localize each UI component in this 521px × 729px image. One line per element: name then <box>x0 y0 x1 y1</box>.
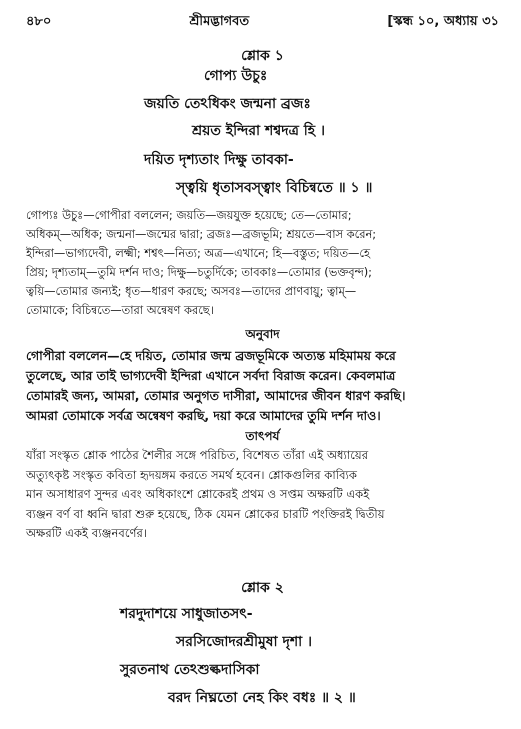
book-title: শ্রীমদ্ভাগবত <box>189 14 250 29</box>
purport-line: যাঁরা সংস্কৃত শ্লোক পাঠের শৈলীর সঙ্গে পরিচিত, বিশেষত তাঁরা এই অধ্যায়ের <box>26 448 369 462</box>
translation-line: গোপীরা বললেন—হে দয়িত, তোমার জন্ম ব্রজভূমিকে অত্যন্ত মহিমাময় করে <box>26 348 396 363</box>
verse-2-line: সরসিজোদরশ্রীমুষা দৃশা । <box>176 634 313 650</box>
purport-line: ব্যঞ্জন বর্ণ বা ধ্বনি দ্বারা শুরু হয়েছে, ঠিক যেমন শ্লোকের চারটি পংক্তিরই দ্বিতীয় <box>26 506 385 521</box>
synonyms-line: প্রিয়; দৃশ্যতাম্—তুমি দর্শন দাও; দিক্ষু—চতুর্দিকে; তাবকাঃ—তোমার (ভক্তবৃন্দ); <box>26 265 373 279</box>
translation-title: অনুবাদ <box>245 327 280 341</box>
purport-line: মান অসাধারণ সুন্দর এবং অধিকাংশে শ্লোকেরই প্রথম ও সপ্তম অক্ষরটি একই <box>26 487 370 501</box>
verse-2-line: শরদুদাশয়ে সাধুজাতসৎ- <box>120 606 253 622</box>
synonyms-line: ত্বয়ি—তোমার জন্যই; ধৃত—ধারণ করছে; অসবঃ—তাদের প্রাণবায়ু; ত্বাম্— <box>26 284 357 298</box>
chapter-reference: [স্কন্ধ ১০, অধ্যায় ৩১ <box>387 14 499 29</box>
page-number: ৪৮০ <box>26 14 52 29</box>
synonyms-line: ইন্দিরা—ভাগ্যদেবী, লক্ষ্মী; শশ্বৎ—নিত্য; অত্র—এখানে; হি—বস্তুত; দয়িত—হে <box>26 246 370 260</box>
synonyms-line: তোমাকে; বিচিন্বতে—তারা অন্বেষণ করছে। <box>26 303 214 317</box>
synonyms-block <box>26 206 499 320</box>
page-header <box>26 12 499 33</box>
verse-1-label: শ্লোক ১ <box>241 48 284 64</box>
translation-block <box>26 346 499 426</box>
verse-2-line: বরদ নিঘ্নতো নেহ কিং বধঃ ॥ ২ ॥ <box>168 690 356 706</box>
synonyms-line: অধিকম্—অধিক; জন্মনা—জন্মের দ্বারা; ব্রজঃ—ব্রজভূমি; শ্রয়তে—বাস করেন; <box>26 227 377 241</box>
purport-line: অত্যুৎকৃষ্ট সংস্কৃত কবিতা হৃদয়ঙ্গম করতে সমর্থ হবেন। শ্লোকগুলির কাব্যিক <box>26 467 357 482</box>
synonyms-line: গোপ্যঃ উচুঃ—গোপীরা বললেন; জয়তি—জয়যুক্ত হয়েছে; তে—তোমার; <box>26 208 352 222</box>
verse-1-line: গোপ্য উচুঃ <box>204 68 268 84</box>
translation-line: তোমারই জন্য, আমরা, তোমার অনুগত দাসীরা, আমাদের জীবন ধারণ করছি। <box>26 388 406 403</box>
verse-1-line: জয়তি তেঽধিকং জন্মনা ব্রজঃ <box>144 96 311 112</box>
verse-1-line: স্ত্বয়ি ধৃতাসবস্ত্বাং বিচিন্বতে ॥ ১ ॥ <box>176 180 373 196</box>
purport-title: তাৎপর্য <box>245 429 280 443</box>
purport-block <box>26 446 499 544</box>
verse-2-label: শ্লোক ২ <box>241 580 284 596</box>
translation-line: আমরা তোমাকে সর্বত্র অন্বেষণ করছি, দয়া করে আমাদের তুমি দর্শন দাও। <box>26 408 381 423</box>
verse-2-line: সুরতনাথ তেঽশুল্কদাসিকা <box>120 662 260 678</box>
verse-1-line: দয়িত দৃশ্যতাং দিক্ষু তাবকা- <box>144 152 294 168</box>
verse-1-line: শ্রয়ত ইন্দিরা শশ্বদত্র হি । <box>192 123 325 139</box>
translation-line: তুলেছে, আর তাই ভাগ্যদেবী ইন্দিরা এখানে সর্বদা বিরাজ করেন। কেবলমাত্র <box>26 368 396 383</box>
purport-line: অক্ষরটি একই ব্যঞ্জনবর্ণের। <box>26 526 148 540</box>
